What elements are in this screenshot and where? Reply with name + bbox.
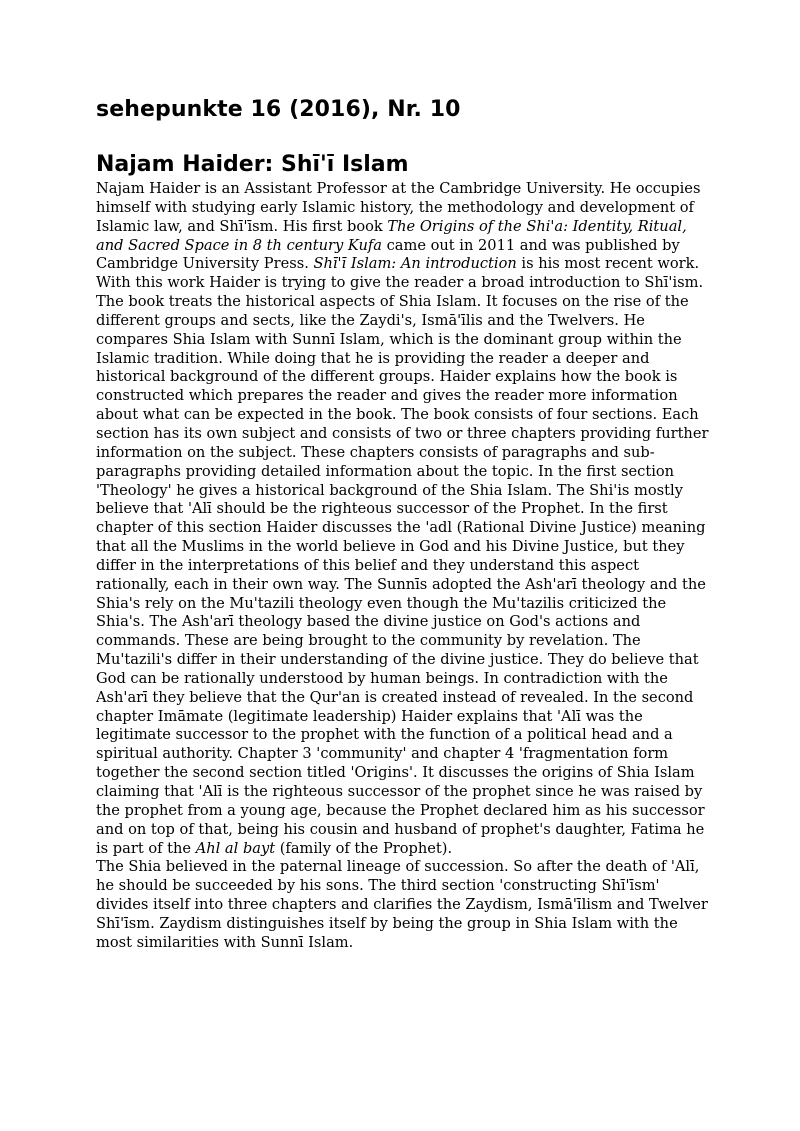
review-title: Najam Haider: Shī'ī Islam <box>96 152 409 177</box>
journal-heading: sehepunkte 16 (2016), Nr. 10 <box>96 97 461 122</box>
document-page <box>96 95 716 953</box>
paragraph-text: is his most recent work. With this work Haider is trying to give the reader a broad introduction to Shī'ism. The book treats the historical aspects of Shia Islam. It focuses on the rise of the different groups and sects, like the Zaydi's, Ismā'īlis and the Twelvers. He compares Shia Islam with Sunnī Islam, which is the dominant group within the Islamic tradition. While doing that he is providing the reader a deeper and historical background of the different groups. Haider explains how the book is constructed which prepares the reader and gives the reader more information about what can be expected in the book. The book consists of four sections. Each section has its own subject and consists of two or three chapters providing further information on the subject. These chapters consists of paragraphs and sub-paragraphs providing detailed information about the topic. In the first section 'Theology' he gives a historical background of the Shia Islam. The Shi'is mostly believe that 'Alī should be the righteous successor of the Prophet. In the first chapter of this section Haider discusses the 'adl (Rational Divine Justice) meaning that all the Muslims in the world believe in God and his Divine Justice, but they differ in the interpretations of this belief and they understand this aspect rationally, each in their own way. The Sunnīs adopted the Ash'arī theology and the Shia's rely on the Mu'tazili theology even though the Mu'tazilis criticized the Shia's. The Ash'arī theology based the divine justice on God's actions and commands. These are being brought to the community by revelation. The Mu'tazili's differ in their understanding of the divine justice. They do believe that God can be rationally understood by human beings. In contradiction with the Ash'arī they believe that the Qur'an is created instead of revealed. In the second chapter Imāmate (legitimate leadership) Haider explains that 'Alī was the legitimate successor to the prophet with the function of a political head and a spiritual authority. Chapter 3 'community' and chapter 4 'fragmentation form together the second section titled 'Origins'. It discusses the origins of Shia Islam claiming that 'Alī is the righteous successor of the prophet since he was raised by the prophet from a young age, because the Prophet declared him as his successor and on top of that, being his cousin and husband of prophet's daughter, Fatima he is part of the <box>96 255 709 857</box>
paragraph-text: (family of the Prophet). <box>275 839 453 857</box>
book-title-shii-islam: Shī'ī Islam: An introduction <box>313 255 517 273</box>
paragraph-text: Najam Haider is an Assistant Professor at the Cambridge University. He occupies himself with studying early Islamic history, the methodology and development of Islamic law, and Shī'īsm. His first book <box>96 180 701 235</box>
paragraph-text: came out in 2011 and was published by Cambridge University Press. <box>96 236 680 273</box>
term-ahl-al-bayt: Ahl al bayt <box>195 839 276 857</box>
review-paragraph-2: The Shia believed in the paternal lineage of succession. So after the death of 'Alī, he should be succeeded by his sons. The third section 'constructing Shī'īsm' divides itself into three chapters and clarifies the Zaydism, Ismā'īlism and Twelver Shī'īsm. Zaydism distinguishes itself by being the group in Shia Islam with the most similarities with Sunnī Islam. <box>96 858 708 951</box>
book-title-origins: The Origins of the Shi'a: Identity, Ritual, and Sacred Space in 8 th century Kufa <box>96 217 687 254</box>
review-paragraph-1 <box>96 180 716 858</box>
